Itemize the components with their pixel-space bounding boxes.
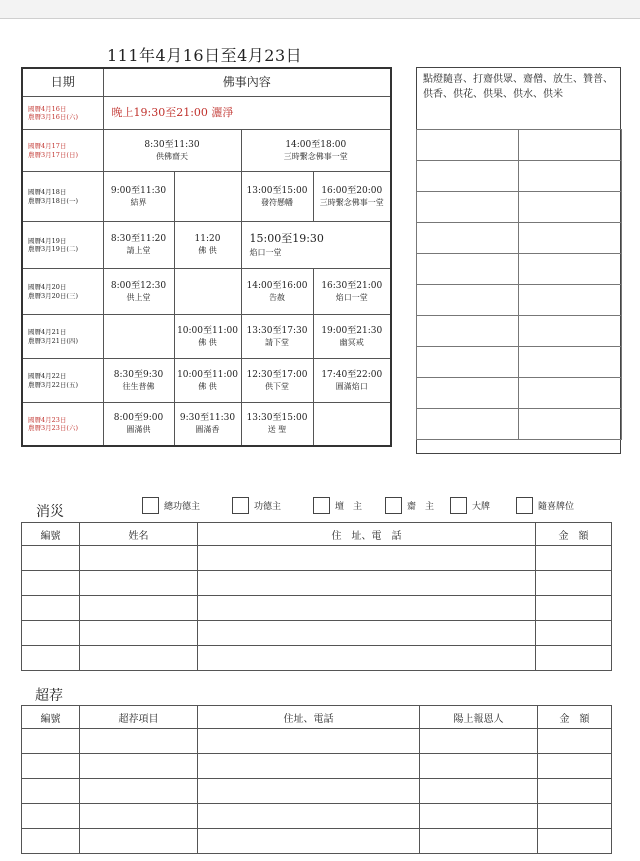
lunar-date: 農曆3月22日 — [28, 380, 67, 389]
schedule-row — [22, 172, 391, 222]
schedule-event — [241, 269, 313, 315]
offerings-cell[interactable] — [519, 130, 622, 161]
table-row — [22, 571, 612, 596]
offerings-cell[interactable] — [519, 285, 622, 316]
table-cell[interactable] — [80, 571, 198, 596]
schedule-event — [103, 130, 241, 172]
schedule-event — [241, 172, 313, 222]
gregorian-date: 國曆4月17日 — [28, 142, 67, 151]
schedule-event — [313, 269, 391, 315]
event-name: 焰口一堂 — [249, 247, 282, 257]
option-da-pai[interactable] — [450, 497, 490, 514]
schedule-event — [313, 315, 391, 359]
schedule-date — [22, 97, 103, 130]
lunar-date: 農曆3月17日 — [28, 150, 67, 159]
event-name: 幽冥戒 — [339, 337, 364, 347]
schedule-event-sajing: 晚上19:30至21:00 灑淨 — [103, 97, 391, 130]
table-cell[interactable] — [538, 804, 612, 829]
checkbox[interactable] — [450, 497, 467, 514]
weekday: (四) — [66, 336, 78, 345]
event-time: 14:00至18:00 — [285, 139, 347, 150]
table-cell[interactable] — [22, 546, 80, 571]
xiaozai-table — [21, 522, 612, 671]
offerings-grid — [416, 129, 622, 440]
schedule-row — [22, 359, 391, 403]
event-name: 供上堂 — [126, 292, 151, 302]
table-row — [22, 646, 612, 671]
table-row — [22, 829, 612, 854]
schedule-event — [174, 222, 241, 269]
schedule-event — [241, 315, 313, 359]
table-cell[interactable] — [80, 779, 198, 804]
schedule-event — [241, 130, 391, 172]
event-time: 8:30至11:20 — [110, 234, 167, 245]
offerings-cell[interactable] — [417, 316, 519, 347]
gregorian-date: 國曆4月22日 — [28, 372, 67, 381]
event-time: 13:00至15:00 — [246, 185, 308, 196]
weekday: (二) — [66, 245, 78, 253]
option-zong-gongde-zhu[interactable] — [142, 497, 200, 514]
event-name: 三時繫念佛事一堂 — [319, 197, 384, 207]
table-cell[interactable] — [80, 804, 198, 829]
event-time: 11:20 — [194, 234, 221, 245]
table-row — [22, 754, 612, 779]
offerings-cell[interactable] — [417, 223, 519, 254]
event-time: 9:00至11:30 — [110, 185, 167, 196]
option-gongde-zhu[interactable] — [232, 497, 281, 514]
schedule-row — [22, 97, 391, 130]
table-cell[interactable] — [536, 596, 612, 621]
lunar-date: 農曆3月21日 — [28, 336, 67, 345]
table-cell[interactable] — [198, 646, 536, 671]
event-name: 請下堂 — [265, 337, 289, 347]
schedule-event — [103, 172, 174, 222]
schedule-event-empty — [174, 269, 241, 315]
table-cell[interactable] — [420, 804, 538, 829]
checkbox[interactable] — [385, 497, 402, 514]
table-cell[interactable] — [198, 729, 420, 754]
schedule-date — [22, 172, 103, 222]
schedule-event — [174, 315, 241, 359]
option-suixi-paiwei[interactable] — [516, 497, 574, 514]
gregorian-date: 國曆4月20日 — [28, 283, 67, 292]
table-cell[interactable] — [538, 754, 612, 779]
table-cell[interactable] — [22, 779, 80, 804]
table-row — [22, 596, 612, 621]
event-time: 17:40至22:00 — [321, 369, 383, 380]
table-cell[interactable] — [80, 646, 198, 671]
offerings-cell[interactable] — [519, 316, 622, 347]
event-name: 供下堂 — [265, 381, 289, 391]
event-time: 12:30至17:00 — [246, 369, 308, 380]
schedule-date — [22, 130, 103, 172]
col-header-item: 超荐項目 — [80, 706, 198, 729]
checkbox[interactable] — [516, 497, 533, 514]
offerings-cell[interactable] — [417, 130, 519, 161]
schedule-event — [241, 359, 313, 403]
offerings-cell[interactable] — [417, 192, 519, 223]
checkbox[interactable] — [142, 497, 159, 514]
col-header-name: 姓名 — [80, 523, 198, 546]
schedule-row — [22, 222, 391, 269]
table-header-row — [22, 706, 612, 729]
offerings-cell[interactable] — [417, 161, 519, 192]
table-cell[interactable] — [198, 621, 536, 646]
offerings-cell[interactable] — [519, 254, 622, 285]
table-cell[interactable] — [22, 571, 80, 596]
offerings-cell[interactable] — [417, 409, 519, 440]
table-cell[interactable] — [22, 646, 80, 671]
chaojian-table — [21, 705, 612, 854]
gregorian-date: 國曆4月23日 — [28, 415, 67, 424]
event-name: 供佛齋天 — [156, 151, 188, 161]
table-cell[interactable] — [22, 804, 80, 829]
chaojian-section-title: 超荐 — [35, 688, 63, 704]
table-cell[interactable] — [538, 829, 612, 854]
schedule-event — [174, 403, 241, 446]
table-cell[interactable] — [22, 829, 80, 854]
table-cell[interactable] — [198, 571, 536, 596]
schedule-header-content: 佛事內容 — [103, 68, 391, 97]
event-time: 8:00至12:30 — [110, 280, 167, 291]
schedule-event — [103, 403, 174, 446]
weekday: (一) — [66, 196, 78, 205]
schedule-event-empty — [103, 315, 174, 359]
schedule-date — [22, 403, 103, 446]
option-tan-zhu[interactable] — [313, 497, 362, 514]
table-cell[interactable] — [198, 546, 536, 571]
table-cell[interactable] — [22, 754, 80, 779]
col-header-address-phone: 住址、電話 — [198, 706, 420, 729]
schedule-date — [22, 222, 103, 269]
table-cell[interactable] — [22, 596, 80, 621]
schedule-row — [22, 130, 391, 172]
table-row — [22, 804, 612, 829]
event-name: 往生普佛 — [122, 381, 155, 391]
lunar-date: 農曆3月18日 — [28, 196, 67, 205]
lunar-date: 農曆3月16日 — [28, 113, 67, 121]
event-name: 圓滿供 — [126, 424, 151, 434]
table-row — [22, 779, 612, 804]
schedule-event — [313, 172, 391, 222]
offerings-cell[interactable] — [519, 409, 622, 440]
col-header-repayer: 陽上報恩人 — [420, 706, 538, 729]
col-header-address-phone: 住 址、電 話 — [198, 523, 536, 546]
col-header-amount: 金 額 — [536, 523, 612, 546]
schedule-date — [22, 269, 103, 315]
schedule-event — [241, 403, 313, 446]
schedule-event — [103, 359, 174, 403]
offerings-cell[interactable] — [519, 161, 622, 192]
table-cell[interactable] — [22, 621, 80, 646]
table-cell[interactable] — [536, 571, 612, 596]
registration-form — [0, 18, 640, 861]
weekday: (六) — [66, 423, 78, 432]
checkbox[interactable] — [313, 497, 330, 514]
schedule-header-row — [22, 68, 391, 97]
gregorian-date: 國曆4月21日 — [28, 328, 67, 337]
event-time: 13:30至17:30 — [246, 325, 308, 336]
offerings-cell[interactable] — [417, 347, 519, 378]
weekday: (六) — [66, 113, 78, 121]
event-name: 焰口一堂 — [335, 292, 368, 302]
option-label: 總功德主 — [164, 502, 201, 512]
table-cell[interactable] — [198, 804, 420, 829]
weekday: (三) — [66, 291, 78, 300]
table-cell[interactable] — [198, 596, 536, 621]
table-cell[interactable] — [536, 546, 612, 571]
table-cell[interactable] — [420, 729, 538, 754]
event-name: 佛 供 — [198, 337, 217, 347]
offerings-box — [416, 67, 621, 454]
table-row — [22, 729, 612, 754]
event-time: 8:30至11:30 — [144, 139, 200, 150]
event-name: 告赦 — [269, 292, 285, 302]
table-cell[interactable] — [80, 829, 198, 854]
event-time: 15:00至19:30 — [249, 231, 324, 245]
checkbox[interactable] — [232, 497, 249, 514]
table-cell[interactable] — [420, 754, 538, 779]
table-cell[interactable] — [538, 729, 612, 754]
gregorian-date: 國曆4月16日 — [28, 104, 67, 113]
schedule-event — [174, 359, 241, 403]
schedule-row — [22, 269, 391, 315]
offerings-cell[interactable] — [519, 347, 622, 378]
event-time: 14:00至16:00 — [246, 280, 308, 291]
option-zhai-zhu[interactable] — [385, 497, 434, 514]
schedule-event — [103, 222, 174, 269]
schedule-row — [22, 403, 391, 446]
event-name: 佛 供 — [198, 381, 217, 391]
table-cell[interactable] — [538, 779, 612, 804]
event-name: 請上堂 — [126, 246, 151, 256]
table-cell[interactable] — [80, 754, 198, 779]
event-time: 9:30至11:30 — [179, 412, 236, 423]
col-header-amount: 金 額 — [538, 706, 612, 729]
table-cell[interactable] — [80, 729, 198, 754]
option-label: 壇 主 — [335, 502, 363, 512]
schedule-event-empty — [313, 403, 391, 446]
gregorian-date: 國曆4月19日 — [28, 236, 67, 245]
weekday: (五) — [66, 380, 78, 389]
event-time: 13:30至15:00 — [246, 412, 308, 423]
table-cell[interactable] — [198, 829, 420, 854]
schedule-date — [22, 315, 103, 359]
col-header-number: 編號 — [22, 706, 80, 729]
table-header-row — [22, 523, 612, 546]
schedule-event — [103, 269, 174, 315]
weekday: (日) — [66, 150, 78, 159]
schedule-event — [313, 359, 391, 403]
event-name: 結界 — [130, 197, 147, 207]
event-name: 送 聖 — [267, 424, 287, 434]
page-title: 111年4月16日至4月23日 — [107, 46, 303, 65]
schedule-date — [22, 359, 103, 403]
table-cell[interactable] — [536, 621, 612, 646]
schedule-row — [22, 315, 391, 359]
offerings-description: 點燈隨喜、打齋供眾、齋僧、放生、贊普、供香、供花、供果、供水、供米 — [423, 74, 613, 100]
event-time: 19:00至21:30 — [321, 325, 383, 336]
event-time: 16:00至20:00 — [321, 185, 383, 196]
table-cell[interactable] — [536, 646, 612, 671]
table-cell[interactable] — [420, 829, 538, 854]
gregorian-date: 國曆4月18日 — [28, 188, 67, 197]
offerings-cell[interactable] — [519, 192, 622, 223]
option-label: 隨喜牌位 — [538, 502, 575, 512]
col-header-number: 編號 — [22, 523, 80, 546]
table-cell[interactable] — [80, 546, 198, 571]
option-label: 功德主 — [254, 502, 282, 512]
xiaozai-section-title: 消災 — [36, 504, 64, 520]
table-cell[interactable] — [198, 754, 420, 779]
table-row — [22, 621, 612, 646]
event-name: 佛 供 — [198, 246, 217, 256]
table-cell[interactable] — [22, 729, 80, 754]
event-time: 16:30至21:00 — [321, 280, 383, 291]
schedule-event-empty — [174, 172, 241, 222]
lunar-date: 農曆3月23日 — [28, 423, 67, 432]
event-time: 8:00至9:00 — [113, 412, 164, 423]
table-cell[interactable] — [80, 596, 198, 621]
schedule-table — [21, 67, 392, 447]
table-cell[interactable] — [198, 779, 420, 804]
event-name: 發符懸幡 — [261, 197, 293, 207]
lunar-date: 農曆3月19日 — [28, 245, 67, 253]
event-time: 8:30至9:30 — [113, 369, 164, 380]
table-row — [22, 546, 612, 571]
offerings-cell[interactable] — [417, 378, 519, 409]
offerings-cell[interactable] — [519, 378, 622, 409]
schedule-event — [241, 222, 391, 269]
option-label: 大牌 — [472, 502, 491, 512]
event-name: 圓滿香 — [195, 424, 220, 434]
schedule-header-date: 日期 — [22, 68, 103, 97]
offerings-cell[interactable] — [519, 223, 622, 254]
lunar-date: 農曆3月20日 — [28, 291, 67, 300]
offerings-cell[interactable] — [417, 285, 519, 316]
table-cell[interactable] — [420, 779, 538, 804]
offerings-cell[interactable] — [417, 254, 519, 285]
option-label: 齋 主 — [407, 502, 435, 512]
event-name: 三時繫念佛事一堂 — [283, 151, 348, 161]
table-cell[interactable] — [80, 621, 198, 646]
event-time: 10:00至11:00 — [177, 325, 238, 336]
event-time: 10:00至11:00 — [177, 369, 238, 380]
event-name: 圓滿焰口 — [335, 381, 368, 391]
